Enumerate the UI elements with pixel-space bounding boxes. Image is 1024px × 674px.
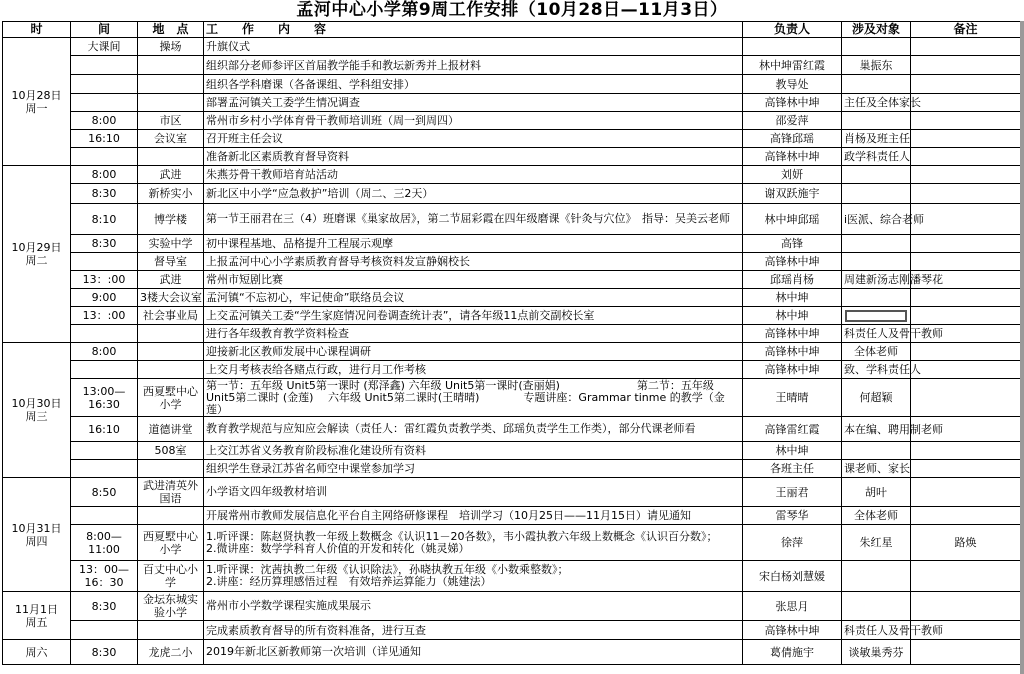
owner-cell[interactable] (743, 38, 842, 56)
time-cell[interactable]: 16:10 (71, 417, 138, 442)
table-row (3, 343, 1021, 361)
time-cell[interactable]: 大课间 (71, 38, 138, 56)
content-cell[interactable]: 开展常州市教师发展信息化平台自主网络研修课程 培训学习（10月25日——11月15日）请见通知 (204, 507, 743, 525)
content-cell[interactable]: 常州市小学数学课程实施成果展示 (204, 592, 743, 621)
time-cell[interactable] (71, 148, 138, 166)
target-cell[interactable] (842, 38, 911, 56)
target-cell[interactable]: 全体老师 (842, 343, 911, 361)
owner-cell[interactable]: 高锋林中坤 (743, 94, 842, 112)
content-cell[interactable]: 初中课程基地、品格提升工程展示观摩 (204, 235, 743, 253)
remark-cell[interactable] (911, 148, 1021, 166)
content-cell[interactable]: 教育教学规范与应知应会解读（责任人：雷红霞负责教学类、邱瑶负责学生工作类），部分代课老师看 (204, 417, 743, 442)
table-row (3, 307, 1021, 325)
place-cell[interactable] (138, 343, 204, 361)
place-cell[interactable]: 武进 (138, 271, 204, 289)
content-cell[interactable]: 2019年新北区新教师第一次培训（详见通知 (204, 640, 743, 665)
time-cell[interactable]: 8:30 (71, 640, 138, 665)
place-cell[interactable] (138, 361, 204, 379)
place-cell[interactable]: 武进 (138, 166, 204, 184)
remark-cell[interactable] (911, 478, 1021, 507)
content-cell[interactable]: 1.听评课：沈茜执教二年级《认识除法》，孙晓执教五年级《小数乘整数》； 2.讲座：经历算理感悟过程 有效培养运算能力（姚建法） (204, 561, 743, 592)
remark-cell[interactable] (911, 204, 1021, 235)
content-cell[interactable]: 朱燕芬骨干教师培育站活动 (204, 166, 743, 184)
remark-cell[interactable] (911, 112, 1021, 130)
table-row (3, 253, 1021, 271)
content-cell[interactable]: 小学语文四年级教材培训 (204, 478, 743, 507)
place-cell[interactable] (138, 325, 204, 343)
owner-cell[interactable]: 葛倩施宇 (743, 640, 842, 665)
owner-cell[interactable]: 林中坤雷红霞 (743, 56, 842, 75)
remark-cell[interactable] (911, 561, 1021, 592)
header-owner: 负责人 (743, 22, 842, 38)
time-cell[interactable]: 8:10 (71, 204, 138, 235)
table-row (3, 379, 1021, 417)
time-cell[interactable]: 8:00 (71, 343, 138, 361)
target-cell[interactable]: 本在编、聘用制老师 (842, 417, 911, 442)
content-cell[interactable]: 第一节：五年级 Unit5第一课时 (郑泽鑫) 六年级 Unit5第一课时(查丽娟) 第二节：五年级 Unit5第二课时 (金莲) 六年级 Unit5第二课时(王晴晴) 专题讲座：Grammar tinme 的教学（金莲） (204, 379, 743, 417)
time-cell[interactable]: 13:00— 16:30 (71, 379, 138, 417)
time-cell[interactable] (71, 460, 138, 478)
place-cell[interactable]: 百丈中心小 学 (138, 561, 204, 592)
owner-cell[interactable]: 林中坤 (743, 307, 842, 325)
content-cell[interactable]: 准备新北区素质教育督导资料 (204, 148, 743, 166)
place-cell[interactable] (138, 56, 204, 75)
time-cell[interactable] (71, 253, 138, 271)
target-cell[interactable]: 何超颖 (842, 379, 911, 417)
owner-cell[interactable]: 教导处 (743, 75, 842, 94)
target-cell[interactable]: 巢振东 (842, 56, 911, 75)
time-cell[interactable]: 8:30 (71, 184, 138, 204)
table-row (3, 592, 1021, 621)
owner-cell[interactable]: 林中坤邱瑶 (743, 204, 842, 235)
content-cell[interactable]: 进行各年级教育教学资料检查 (204, 325, 743, 343)
remark-cell[interactable] (911, 56, 1021, 75)
content-cell[interactable]: 迎接新北区教师发展中心课程调研 (204, 343, 743, 361)
table-row (3, 361, 1021, 379)
content-cell[interactable]: 孟河镇“不忘初心，牢记使命”联络员会议 (204, 289, 743, 307)
content-cell[interactable]: 常州市乡村小学体育骨干教师培训班（周一到周四） (204, 112, 743, 130)
table-row (3, 561, 1021, 592)
table-row (3, 525, 1021, 561)
header-place: 地 点 (138, 22, 204, 38)
time-cell[interactable]: 13：:00 (71, 271, 138, 289)
place-cell[interactable]: 道德讲堂 (138, 417, 204, 442)
day-cell[interactable]: 11月1日 周五 (3, 592, 71, 640)
owner-cell[interactable]: 刘妍 (743, 166, 842, 184)
time-cell[interactable] (71, 507, 138, 525)
time-cell[interactable]: 13：:00 (71, 307, 138, 325)
header-row (3, 22, 1021, 38)
table-row (3, 507, 1021, 525)
content-cell[interactable]: 上交江苏省义务教育阶段标准化建设所有资料 (204, 442, 743, 460)
header-target: 涉及对象 (842, 22, 911, 38)
sheet-right-edge (1020, 21, 1024, 674)
content-cell[interactable]: 常州市短剧比赛 (204, 271, 743, 289)
owner-cell[interactable]: 邵爱萍 (743, 112, 842, 130)
time-cell[interactable]: 8:00 (71, 166, 138, 184)
owner-cell[interactable]: 雷琴华 (743, 507, 842, 525)
owner-cell[interactable]: 徐萍 (743, 525, 842, 561)
target-cell[interactable]: i医派、综合老师 (842, 204, 911, 235)
content-cell[interactable]: 升旗仪式 (204, 38, 743, 56)
owner-cell[interactable]: 高锋林中坤 (743, 253, 842, 271)
target-cell[interactable] (842, 235, 911, 253)
target-cell[interactable] (842, 561, 911, 592)
target-cell[interactable] (842, 184, 911, 204)
target-cell[interactable]: 课老师、家长 (842, 460, 911, 478)
table-row (3, 460, 1021, 478)
owner-cell[interactable]: 高锋 (743, 235, 842, 253)
header-content: 工 作 内 容 (204, 22, 743, 38)
table-row (3, 166, 1021, 184)
time-cell[interactable]: 8:30 (71, 235, 138, 253)
time-cell[interactable] (71, 75, 138, 94)
table-row (3, 271, 1021, 289)
place-cell[interactable]: 3楼大会议室 (138, 289, 204, 307)
place-cell[interactable]: 社会事业局 (138, 307, 204, 325)
day-cell[interactable]: 10月31日 周四 (3, 478, 71, 592)
target-cell[interactable]: 致、学科责任人 (842, 361, 911, 379)
owner-cell[interactable]: 高锋林中坤 (743, 325, 842, 343)
time-cell[interactable]: 16:10 (71, 130, 138, 148)
place-cell[interactable]: 西夏墅中心 小学 (138, 525, 204, 561)
target-cell[interactable]: 谈敏巢秀芬 (842, 640, 911, 665)
time-cell[interactable]: 8:30 (71, 592, 138, 621)
remark-cell[interactable] (911, 184, 1021, 204)
place-cell[interactable] (138, 148, 204, 166)
remark-cell[interactable] (911, 235, 1021, 253)
place-cell[interactable]: 武进清英外 国语 (138, 478, 204, 507)
table-row (3, 75, 1021, 94)
place-cell[interactable] (138, 94, 204, 112)
table-row (3, 56, 1021, 75)
target-cell[interactable]: 周建新汤志刚潘琴花 (842, 271, 911, 289)
place-cell[interactable] (138, 621, 204, 640)
time-cell[interactable] (71, 442, 138, 460)
content-cell[interactable]: 召开班主任会议 (204, 130, 743, 148)
owner-cell[interactable]: 高锋林中坤 (743, 148, 842, 166)
target-cell[interactable] (842, 253, 911, 271)
day-cell[interactable]: 10月28日 周一 (3, 38, 71, 166)
table-row (3, 417, 1021, 442)
place-cell[interactable] (138, 460, 204, 478)
time-cell[interactable] (71, 325, 138, 343)
time-cell[interactable]: 8:50 (71, 478, 138, 507)
target-cell[interactable]: 科责任人及骨干教师 (842, 325, 911, 343)
owner-cell[interactable]: 高锋邱瑶 (743, 130, 842, 148)
remark-cell[interactable] (911, 592, 1021, 621)
content-cell[interactable]: 第一节王丽君在三（4）班磨课《巢家故居》，第二节屈彩霞在四年级磨课《针灸与穴位》 指导：吴美云老师 (204, 204, 743, 235)
time-cell[interactable]: 9:00 (71, 289, 138, 307)
remark-cell[interactable] (911, 640, 1021, 665)
time-cell[interactable] (71, 94, 138, 112)
place-cell[interactable] (138, 75, 204, 94)
table-row (3, 325, 1021, 343)
owner-cell[interactable]: 高锋林中坤 (743, 361, 842, 379)
day-cell[interactable]: 10月29日 周二 (3, 166, 71, 343)
remark-cell[interactable] (911, 460, 1021, 478)
place-cell[interactable]: 金坛东城实 验小学 (138, 592, 204, 621)
table-row (3, 38, 1021, 56)
place-cell[interactable]: 实验中学 (138, 235, 204, 253)
table-row (3, 621, 1021, 640)
content-cell[interactable]: 新北区中小学“应急救护”培训（周二、三2天） (204, 184, 743, 204)
owner-cell[interactable]: 王晴晴 (743, 379, 842, 417)
day-cell[interactable]: 周六 (3, 640, 71, 665)
table-row (3, 235, 1021, 253)
owner-cell[interactable]: 高锋林中坤 (743, 621, 842, 640)
remark-cell[interactable] (911, 166, 1021, 184)
place-cell[interactable]: 508室 (138, 442, 204, 460)
remark-cell[interactable] (911, 253, 1021, 271)
content-cell[interactable]: 部署孟河镇关工委学生情况调查 (204, 94, 743, 112)
target-cell[interactable] (842, 166, 911, 184)
target-cell[interactable]: 全体老师 (842, 507, 911, 525)
table-row (3, 640, 1021, 665)
place-cell[interactable]: 市区 (138, 112, 204, 130)
owner-cell[interactable]: 邱瑶肖杨 (743, 271, 842, 289)
remark-cell[interactable]: 路焕 (911, 525, 1021, 561)
owner-cell[interactable]: 高锋林中坤 (743, 343, 842, 361)
target-cell[interactable] (842, 289, 911, 307)
header-time-2: 间 (71, 22, 138, 38)
owner-cell[interactable]: 高锋雷红霞 (743, 417, 842, 442)
target-cell[interactable]: 胡叶 (842, 478, 911, 507)
table-row (3, 94, 1021, 112)
header-time-1: 时 (3, 22, 71, 38)
table-row (3, 204, 1021, 235)
remark-cell[interactable] (911, 94, 1021, 112)
content-cell[interactable]: 上报孟河中心小学素质教育督导考核资料发宣静娴校长 (204, 253, 743, 271)
remark-cell[interactable] (911, 289, 1021, 307)
target-cell[interactable]: 政学科责任人 (842, 148, 911, 166)
target-cell[interactable] (842, 592, 911, 621)
time-cell[interactable] (71, 56, 138, 75)
target-cell[interactable] (842, 75, 911, 94)
content-cell[interactable]: 上交月考核表给各赌点行政，进行月工作考核 (204, 361, 743, 379)
target-cell[interactable] (842, 307, 911, 325)
target-cell[interactable]: 主任及全体家长 (842, 94, 911, 112)
remark-cell[interactable] (911, 361, 1021, 379)
table-row (3, 478, 1021, 507)
place-cell[interactable]: 会议室 (138, 130, 204, 148)
owner-cell[interactable]: 宋白杨刘慧媛 (743, 561, 842, 592)
content-cell[interactable]: 组织各学科磨课（各备课组、学科组安排） (204, 75, 743, 94)
schedule-table (2, 21, 1021, 665)
table-row (3, 148, 1021, 166)
header-remark: 备注 (911, 22, 1021, 38)
remark-cell[interactable] (911, 38, 1021, 56)
content-cell[interactable]: 组织学生登录江苏省名师空中课堂参加学习 (204, 460, 743, 478)
remark-cell[interactable] (911, 307, 1021, 325)
owner-cell[interactable]: 各班主任 (743, 460, 842, 478)
place-cell[interactable]: 博学楼 (138, 204, 204, 235)
table-row (3, 184, 1021, 204)
target-cell[interactable] (842, 442, 911, 460)
time-cell[interactable] (71, 361, 138, 379)
remark-cell[interactable] (911, 75, 1021, 94)
content-cell[interactable]: 组织部分老师参评区首届教学能手和教坛新秀并上报材料 (204, 56, 743, 75)
remark-cell[interactable] (911, 130, 1021, 148)
table-row (3, 112, 1021, 130)
content-cell[interactable]: 上交孟河镇关工委“学生家庭情况问卷调查统计表”，请各年级11点前交副校长室 (204, 307, 743, 325)
owner-cell[interactable]: 谢双跃施宇 (743, 184, 842, 204)
content-cell[interactable]: 完成素质教育督导的所有资料准备，进行互查 (204, 621, 743, 640)
remark-cell[interactable] (911, 379, 1021, 417)
target-cell[interactable]: 科责任人及骨干教师 (842, 621, 911, 640)
place-cell[interactable]: 西夏墅中心 小学 (138, 379, 204, 417)
place-cell[interactable] (138, 507, 204, 525)
remark-cell[interactable] (911, 343, 1021, 361)
owner-cell[interactable]: 林中坤 (743, 289, 842, 307)
place-cell[interactable]: 操场 (138, 38, 204, 56)
place-cell[interactable]: 龙虎二小 (138, 640, 204, 665)
owner-cell[interactable]: 张思月 (743, 592, 842, 621)
remark-cell[interactable] (911, 442, 1021, 460)
time-cell[interactable]: 13：00— 16：30 (71, 561, 138, 592)
table-row (3, 442, 1021, 460)
time-cell[interactable] (71, 621, 138, 640)
owner-cell[interactable]: 林中坤 (743, 442, 842, 460)
place-cell[interactable]: 新桥实小 (138, 184, 204, 204)
target-cell[interactable]: 肖杨及班主任 (842, 130, 911, 148)
remark-cell[interactable] (911, 507, 1021, 525)
target-cell[interactable]: 朱红星 (842, 525, 911, 561)
time-cell[interactable]: 8:00 (71, 112, 138, 130)
target-cell[interactable] (842, 112, 911, 130)
owner-cell[interactable]: 王丽君 (743, 478, 842, 507)
schedule-title: 孟河中心小学第9周工作安排（10月28日—11月3日） (296, 0, 728, 20)
table-row (3, 130, 1021, 148)
place-cell[interactable]: 督导室 (138, 253, 204, 271)
time-cell[interactable]: 8:00— 11:00 (71, 525, 138, 561)
selected-cell-indicator (845, 310, 907, 322)
table-row (3, 289, 1021, 307)
content-cell[interactable]: 1.听评课：陈赵贤执教一年级上数概念《认识11－20各数》，韦小霞执教六年级上数概念《认识百分数》； 2.微讲座：数学学科育人价值的开发和转化（姚灵娣） (204, 525, 743, 561)
day-cell[interactable]: 10月30日 周三 (3, 343, 71, 478)
